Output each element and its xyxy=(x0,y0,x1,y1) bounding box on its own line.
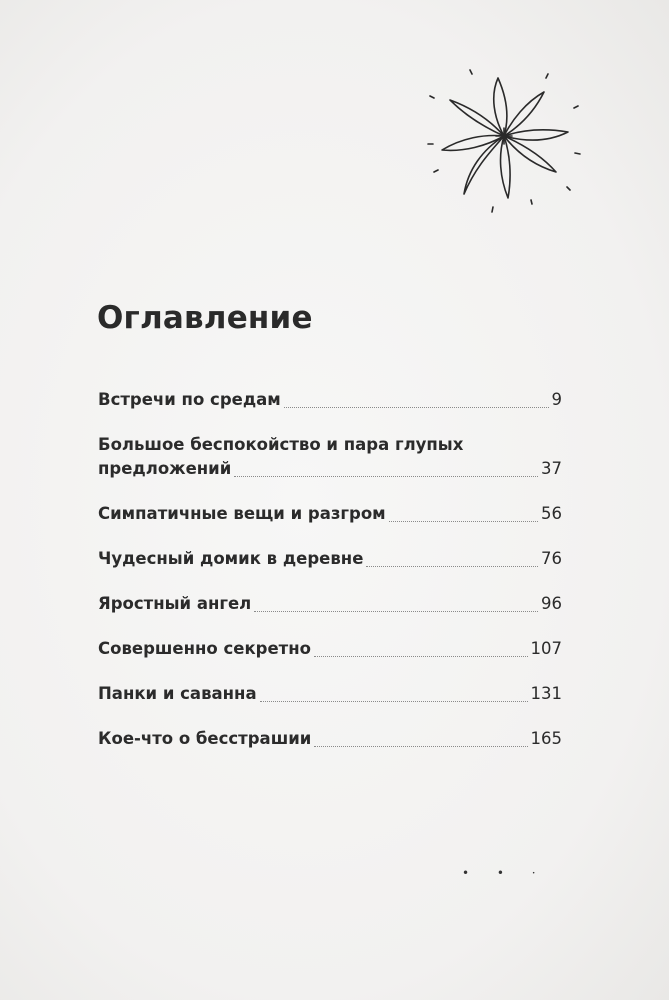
toc-entry-title: Чудесный домик в деревне xyxy=(98,549,364,568)
table-of-contents xyxy=(98,388,562,772)
decorative-dots: • • · xyxy=(462,866,548,880)
toc-entry[interactable] xyxy=(98,592,562,616)
toc-page-number: 131 xyxy=(530,684,562,703)
toc-page-number: 96 xyxy=(541,594,562,613)
toc-page-number: 76 xyxy=(541,549,562,568)
toc-entry[interactable] xyxy=(98,682,562,706)
dot-leader xyxy=(234,474,538,477)
toc-entry-title: Кое-что о бесстрашии xyxy=(98,729,312,748)
dot-leader xyxy=(389,519,538,522)
toc-page-number: 37 xyxy=(541,459,562,478)
toc-entry[interactable] xyxy=(98,547,562,571)
toc-entry-title-line1: Большое беспокойство и пара глупых xyxy=(98,435,464,454)
dot-leader xyxy=(314,654,528,657)
toc-entry-title: Симпатичные вещи и разгром xyxy=(98,504,386,523)
toc-entry-title: предложений xyxy=(98,459,232,478)
dot-leader xyxy=(254,609,538,612)
toc-entry-title: Яростный ангел xyxy=(98,594,252,613)
toc-entry[interactable] xyxy=(98,502,562,526)
toc-page-number: 56 xyxy=(541,504,562,523)
dot-leader xyxy=(366,564,538,567)
dot-leader xyxy=(284,405,549,408)
dot-leader xyxy=(314,744,527,747)
toc-entry-title: Панки и саванна xyxy=(98,684,257,703)
toc-entry-title: Встречи по средам xyxy=(98,390,281,409)
toc-entry-title: Совершенно секретно xyxy=(98,639,311,658)
toc-page-number: 9 xyxy=(551,390,562,409)
toc-entry[interactable] xyxy=(98,433,562,481)
toc-entry[interactable] xyxy=(98,727,562,751)
sparkle-star-drawing-icon xyxy=(418,62,588,232)
toc-entry[interactable] xyxy=(98,388,562,412)
toc-page-number: 165 xyxy=(530,729,562,748)
dot-leader xyxy=(260,699,528,702)
toc-entry[interactable] xyxy=(98,637,562,661)
page-title: Оглавление xyxy=(97,300,313,336)
toc-page-number: 107 xyxy=(530,639,562,658)
